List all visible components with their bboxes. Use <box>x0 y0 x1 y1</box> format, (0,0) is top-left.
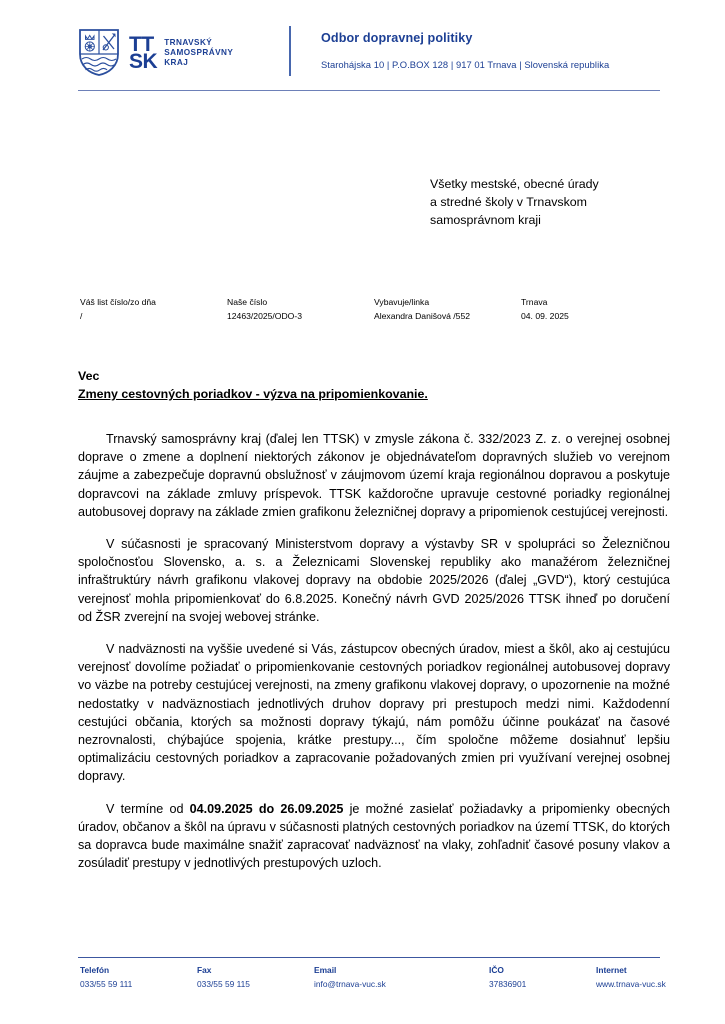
footer-fax <box>197 964 314 990</box>
subject-block <box>78 368 668 403</box>
date-value: 04. 09. 2025 <box>521 311 569 321</box>
our-number-value: 12463/2025/ODO-3 <box>227 311 303 321</box>
ttsk-name-line3: KRAJ <box>164 58 189 68</box>
your-letter-label: Váš list číslo/zo dňa <box>80 297 156 307</box>
footer-email <box>314 964 489 990</box>
ttsk-full-name <box>164 37 233 69</box>
footer-ico <box>489 964 596 990</box>
handled-by-value: Alexandra Danišová /552 <box>374 311 471 321</box>
deadline-dates: 04.09.2025 do 26.09.2025 <box>189 801 344 816</box>
letter-body <box>78 430 670 872</box>
footer-email-label: Email <box>314 965 337 975</box>
body-paragraph-2: V súčasnosti je spracovaný Ministerstvom dopravy a výstavby SR v spolupráci so Železničnou spoločnosťou Slovensko, a. s. a Železnicami Slovenskej republiky ako manažérom železničnej infraštruktúry návrh grafikonu vlakovej dopravy na obdobie 2025/2026 (ďalej „GVD“), ktorý cestujúca verejnosť mohla pripomienkovať do 6.8.2025. Konečný návrh GVD 2025/2026 TTSK ihneď po doručení od ŽSR zverejní na svojej webovej stránke. <box>78 537 670 624</box>
reference-our-number <box>227 296 374 323</box>
subject-text: Zmeny cestovných poriadkov - výzva na pripomienkovanie. <box>78 387 428 401</box>
subject-label: Vec <box>78 369 100 383</box>
footer-internet <box>596 964 716 990</box>
deadline-suffix: je možné zasielať požiadavky a pripomienky obecných úradov, občanov a škôl na úpravu v súčasnosti platných cestovných poriadkov na území TTSK, do ktorých sa dopravca bude maximálne snažiť zapracovať nadväznosť na vlaky, zohľadniť časové posuny vlakov a zosúladiť prestupy v jednotlivých prestupových uzloch. <box>78 801 670 871</box>
body-paragraph-3: V nadväznosti na vyššie uvedené si Vás, zástupcov obecných úradov, miest a škôl, ako aj cestujúcu verejnosť dovolíme požiadať o pripomienkovanie cestovných poriadkov regionálnej autobusovej dopravy vo väzbe na potreby cestujúcej verejnosti, na zmeny grafikonu vlakovej dopravy, o upozornenie na možné nedostatky v nadväznostiach jednotlivých druhov dopravy pri prestupoch medzi nimi. Každodenní cestujúci občania, ktorých sa možnosti dopravy týkajú, nám pomôžu účinne poukázať na časové nezrovnalosti, chýbajúce spojenia, krátke prestupy..., čím spoločne môžeme dosiahnuť lepšiu optimalizáciu cestovných poriadkov a zapracovanie požadovaných zmien pri využívaní verejnej osobnej dopravy. <box>78 642 670 784</box>
ttsk-initials-line2: SK <box>129 50 158 73</box>
footer-ico-value: 37836901 <box>489 978 527 989</box>
reference-place-date <box>521 296 661 323</box>
footer-fax-value: 033/55 59 115 <box>197 978 250 989</box>
place-label: Trnava <box>521 297 548 307</box>
addressee-line-2: a stredné školy v Trnavskom <box>430 195 588 209</box>
reference-line <box>80 296 670 323</box>
ttsk-initials <box>129 33 158 73</box>
trnava-region-coat-of-arms-icon <box>78 28 120 77</box>
your-letter-value: / <box>80 311 83 321</box>
ttsk-name-line1: TRNAVSKÝ <box>164 37 213 47</box>
deadline-prefix: V termíne od <box>106 801 190 816</box>
department-address: Starohájska 10 | P.O.BOX 128 | 917 01 Trnava | Slovenská republika <box>321 59 610 70</box>
department-title: Odbor dopravnej politiky <box>321 31 473 45</box>
footer-ico-label: IČO <box>489 965 504 975</box>
ttsk-initials-line1: TT <box>129 33 154 56</box>
body-paragraph-1: Trnavský samosprávny kraj (ďalej len TTSK) v zmysle zákona č. 332/2023 Z. z. o verejnej osobnej doprave o zmene a doplnení niektorých zákonov je objednávateľom dopravných služieb vo verejnom záujme a zabezpečuje dopravnú obslužnosť v záujmovom území kraja regionálnou dopravou a poskytuje dopravcovi na základe zmluvy príspevok. TTSK každoročne upravuje cestovné poriadky regionálnej autobusovej dopravy na základe zmien grafikonu železničnej dopravy a pripomienok cestujúcej verejnosti. <box>78 432 670 519</box>
footer-internet-label: Internet <box>596 965 627 975</box>
ttsk-logo <box>78 26 283 77</box>
footer-contacts <box>80 964 670 990</box>
department-block <box>321 26 660 72</box>
footer-internet-value[interactable]: www.trnava-vuc.sk <box>596 978 666 989</box>
handled-by-label: Vybavuje/linka <box>374 297 430 307</box>
footer-fax-label: Fax <box>197 965 212 975</box>
header-vertical-divider <box>289 26 291 76</box>
footer-phone-label: Telefón <box>80 965 110 975</box>
our-number-label: Naše číslo <box>227 297 268 307</box>
addressee-block <box>430 175 680 229</box>
addressee-line-3: samosprávnom kraji <box>430 213 541 227</box>
body-paragraph-4 <box>78 800 670 873</box>
header-horizontal-rule <box>78 90 660 91</box>
reference-your-letter <box>80 296 227 323</box>
ttsk-name-line2: SAMOSPRÁVNY <box>164 47 234 57</box>
letterhead <box>78 26 660 88</box>
footer-email-value[interactable]: info@trnava-vuc.sk <box>314 978 386 989</box>
ttsk-wordmark <box>129 33 234 73</box>
addressee-line-1: Všetky mestské, obecné úrady <box>430 177 599 191</box>
footer-phone <box>80 964 197 990</box>
footer-horizontal-rule <box>78 957 660 958</box>
reference-handled-by <box>374 296 521 323</box>
footer-phone-value: 033/55 59 111 <box>80 978 133 989</box>
